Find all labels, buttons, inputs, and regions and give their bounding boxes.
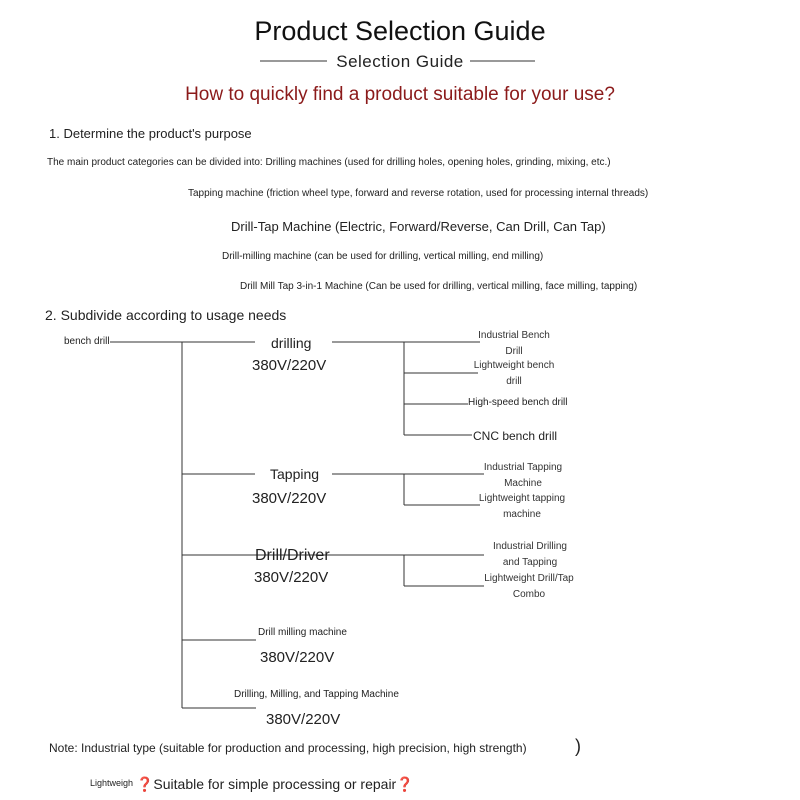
branch-drill-milling-label: Drill milling machine — [258, 627, 347, 638]
category-3in1-text: Drill Mill Tap 3-in-1 Machine (Can be used for drilling, vertical milling, face milling, tapping) — [240, 281, 638, 292]
note-lightweight: ❓Suitable for simple processing or repair❓ — [136, 776, 414, 792]
leaf-high-speed-bench-drill: High-speed bench drill — [468, 397, 568, 408]
branch-tapping-label: Tapping — [270, 466, 320, 482]
page-title: Product Selection Guide — [254, 16, 546, 46]
branch-drill-driver-label: Drill/Driver — [255, 547, 330, 564]
leaf-lightweight-tapping-machine: Lightweight tapping machine — [478, 493, 566, 520]
category-tapping-text: Tapping machine (friction wheel type, forward and reverse rotation, used for processing internal threads) — [188, 188, 649, 199]
branch-drilling-voltage: 380V/220V — [252, 357, 327, 374]
branch-tapping-voltage: 380V/220V — [252, 490, 327, 507]
branch-drill-milling-voltage: 380V/220V — [260, 649, 335, 666]
section2-heading: 2. Subdivide according to usage needs — [45, 307, 287, 323]
leaf-industrial-drilling-tapping: Industrial Drilling and Tapping — [493, 541, 567, 568]
note-lightweight-prefix: Lightweigh — [90, 778, 134, 788]
category-drill-milling-text: Drill-milling machine (can be used for drilling, vertical milling, end milling) — [222, 251, 544, 262]
tree-root-label: bench drill — [64, 336, 110, 347]
note-industrial-close: ) — [575, 736, 581, 756]
leaf-cnc-bench-drill: CNC bench drill — [473, 429, 558, 443]
section1-heading: 1. Determine the product's purpose — [49, 126, 252, 141]
branch-drill-driver-voltage: 380V/220V — [254, 569, 329, 586]
guide-question: How to quickly find a product suitable for your use? — [185, 84, 615, 105]
leaf-industrial-bench-drill: Industrial Bench Drill — [478, 330, 550, 357]
page-subtitle: Selection Guide — [336, 52, 464, 71]
note-industrial: Note: Industrial type (suitable for production and processing, high precision, high strength) — [49, 741, 527, 755]
leaf-lightweight-drill-tap-combo: Lightweight Drill/Tap Combo — [484, 573, 574, 600]
leaf-lightweight-bench-drill: Lightweight bench drill — [473, 360, 555, 387]
branch-3in1-voltage: 380V/220V — [266, 711, 341, 728]
leaf-industrial-tapping-machine: Industrial Tapping Machine — [483, 462, 563, 489]
category-drill-tap-text: Drill-Tap Machine (Electric, Forward/Reverse, Can Drill, Can Tap) — [231, 219, 606, 234]
branch-drilling-label: drilling — [271, 335, 312, 351]
branch-3in1-label: Drilling, Milling, and Tapping Machine — [234, 689, 399, 700]
category-drilling-text: The main product categories can be divided into: Drilling machines (used for drilling holes, opening holes, grinding, mixing, etc.) — [47, 157, 611, 168]
